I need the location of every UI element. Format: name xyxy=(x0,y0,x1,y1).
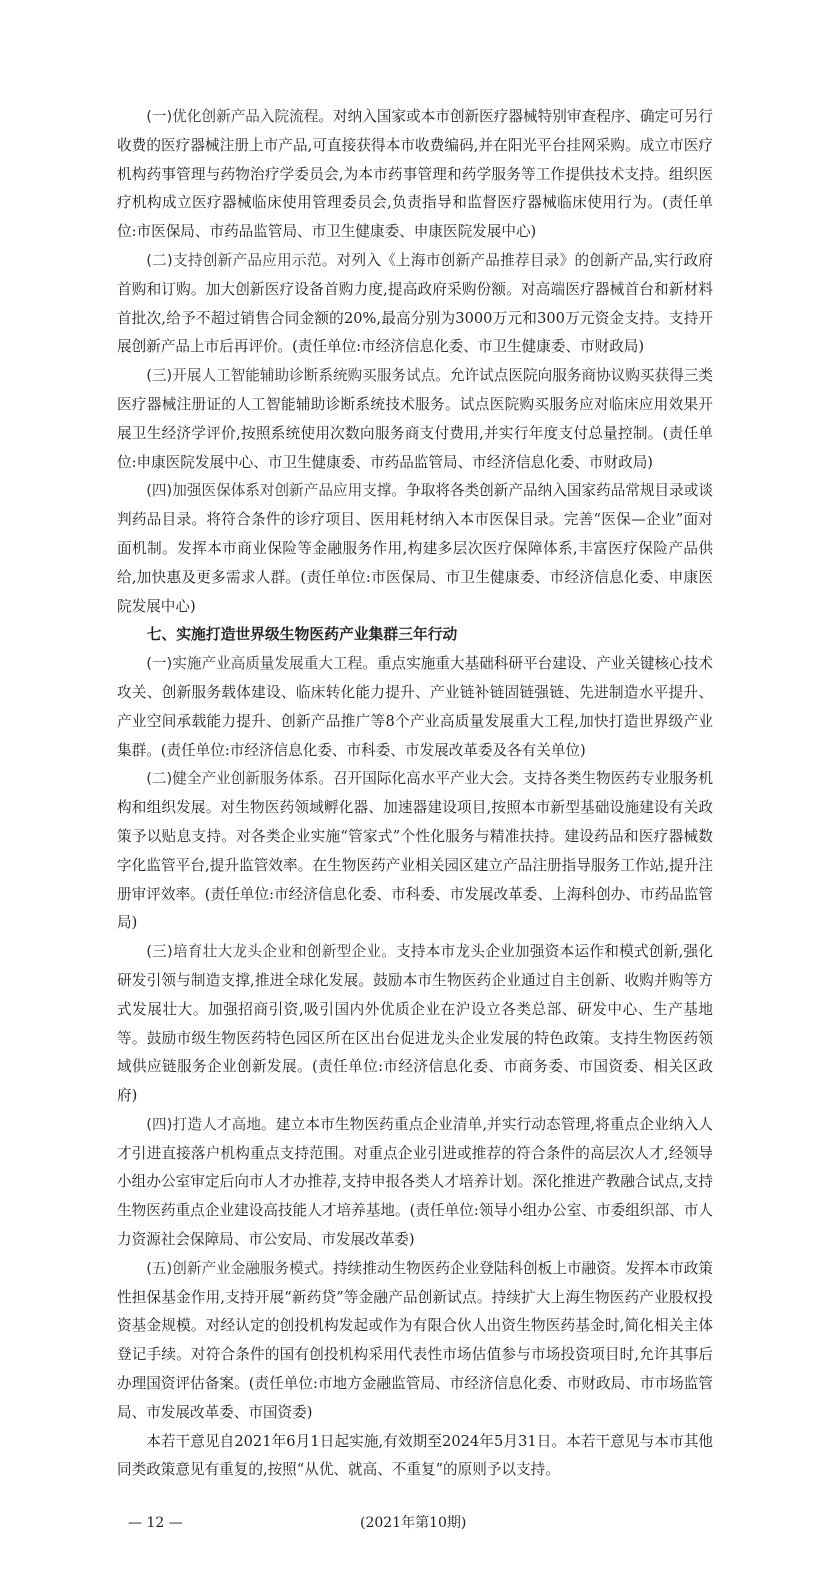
paragraph-lead: (三)培育壮大龙头企业和创新型企业。 xyxy=(146,943,397,961)
paragraph xyxy=(117,938,713,1111)
paragraph-body: 允许试点医院向服务商协议购买获得三类医疗器械注册证的人工智能辅助诊断系统技术服务。试点医院购买服务应对临床应用效果开展卫生经济学评价,按照系统使用次数向服务商支付费用,并实行年度支付总量控制。(责任单位:申康医院发展中心、市卫生健康委、市药品监管局、市经济信息化委、市财政局) xyxy=(117,367,713,471)
paragraph-lead: (一)实施产业高质量发展重大工程。 xyxy=(146,655,377,673)
paragraph xyxy=(117,477,713,621)
paragraph-body: 建立本市生物医药重点企业清单,并实行动态管理,将重点企业纳入人才引进直接落户机构重点支持范围。对重点企业引进或推荐的符合条件的高层次人才,经领导小组办公室审定后向市人才办推荐,支持申报各类人才培养计划。深化推进产教融合试点,支持生物医药重点企业建设高技能人才培养基地。(责任单位:领导小组办公室、市委组织部、市人力资源社会保障局、市公安局、市发展改革委) xyxy=(117,1115,714,1249)
paragraph xyxy=(117,103,713,247)
paragraph-body: 持续推动生物医药企业登陆科创板上市融资。发挥本市政策性担保基金作用,支持开展“新药贷”等金融产品创新试点。持续扩大上海生物医药产业股权投资基金规模。对经认定的创投机构发起或作为有限合伙人出资生物医药基金时,简化相关主体登记手续。对符合条件的国有创投机构采用代表性市场估值参与市场投资项目时,允许其事后办理国资评估备案。(责任单位:市地方金融监管局、市经济信息化委、市财政局、市市场监管局、市发展改革委、市国资委) xyxy=(117,1259,713,1421)
paragraph-lead: (四)加强医保体系对创新产品应用支撑。 xyxy=(146,482,407,500)
paragraph-lead: (一)优化创新产品入院流程。 xyxy=(146,108,334,125)
paragraph-body: 重点实施重大基础科研平台建设、产业关键核心技术攻关、创新服务载体建设、临床转化能力提升、产业链补链固链强链、先进制造水平提升、产业空间承载能力提升、创新产品推广等8个产业高质量发展重大工程,加快打造世界级产业集群。(责任单位:市经济信息化委、市科委、市发展改革委及各有关单位) xyxy=(117,655,713,759)
paragraph-body: 支持本市龙头企业加强资本运作和模式创新,强化研发引领与制造支撑,推进全球化发展。鼓励本市生物医药企业通过自主创新、收购并购等方式发展壮大。加强招商引资,吸引国内外优质企业在沪设立各类总部、研发中心、生产基地等。鼓励市级生物医药特色园区所在区出台促进龙头企业发展的特色政策。支持生物医药领域供应链服务企业创新发展。(责任单位:市经济信息化委、市商务委、市国资委、相关区政府) xyxy=(117,943,713,1105)
paragraph-body: 召开国际化高水平产业大会。支持各类生物医药专业服务机构和组织发展。对生物医药领域孵化器、加速器建设项目,按照本市新型基础设施建设有关政策予以贴息支持。对各类企业实施“管家式”个性化服务与精准扶持。建设药品和医疗器械数字化监管平台,提升监管效率。在生物医药产业相关园区建立产品注册指导服务工作站,提升注册审评效率。(责任单位:市经济信息化委、市科委、市发展改革委、上海科创办、市药品监管局) xyxy=(117,770,713,932)
document-body xyxy=(117,103,713,1485)
paragraph xyxy=(117,247,713,362)
paragraph-lead: (五)创新产业金融服务模式。 xyxy=(146,1259,334,1277)
paragraph-group xyxy=(117,650,713,1485)
paragraph xyxy=(117,362,713,477)
section-heading: 七、实施打造世界级生物医药产业集群三年行动 xyxy=(146,626,458,644)
paragraph xyxy=(117,650,713,765)
paragraph xyxy=(117,1428,713,1486)
issue-label: (2021年第10期) xyxy=(360,1515,467,1532)
paragraph-lead: (二)健全产业创新服务体系。 xyxy=(146,770,334,788)
paragraph-body: 对列入《上海市创新产品推荐目录》的创新产品,实行政府首购和订购。加大创新医疗设备首购力度,提高政府采购份额。对高端医疗器械首台和新材料首批次,给予不超过销售合同金额的20%,最高分别为3000万元和300万元资金支持。支持开展创新产品上市后再评价。(责任单位:市经济信息化委、市卫生健康委、市财政局) xyxy=(117,251,713,356)
paragraph xyxy=(117,1111,713,1255)
paragraph xyxy=(117,765,713,938)
paragraph xyxy=(117,1255,713,1428)
paragraph-lead: (四)打造人才高地。 xyxy=(146,1115,276,1133)
paragraph-lead: (三)开展人工智能辅助诊断系统购买服务试点。 xyxy=(146,367,450,385)
paragraph-group xyxy=(117,103,713,621)
paragraph-lead: (二)支持创新产品应用示范。 xyxy=(146,251,337,269)
paragraph-body: 对纳入国家或本市创新医疗器械特别审查程序、确定可另行收费的医疗器械注册上市产品,可直接获得本市收费编码,并在阳光平台挂网采购。成立市医疗机构药事管理与药物治疗学委员会,为本市药事管理和药学服务等工作提供技术支持。组织医疗机构成立医疗器械临床使用管理委员会,负责指导和监督医疗器械临床使用行为。(责任单位:市医保局、市药品监管局、市卫生健康委、申康医院发展中心) xyxy=(117,108,713,241)
page-footer xyxy=(117,1513,713,1533)
page-number: — 12 — xyxy=(128,1515,183,1532)
paragraph-body: 争取将各类创新产品纳入国家药品常规目录或谈判药品目录。将符合条件的诊疗项目、医用耗材纳入本市医保目录。完善“医保—企业”面对面机制。发挥本市商业保险等金融服务作用,构建多层次医疗保障体系,丰富医疗保险产品供给,加快惠及更多需求人群。(责任单位:市医保局、市卫生健康委、市经济信息化委、申康医院发展中心) xyxy=(117,482,713,615)
paragraph-body: 本若干意见自2021年6月1日起实施,有效期至2024年5月31日。本若干意见与本市其他同类政策意见有重复的,按照“从优、就高、不重复”的原则予以支持。 xyxy=(117,1432,713,1479)
